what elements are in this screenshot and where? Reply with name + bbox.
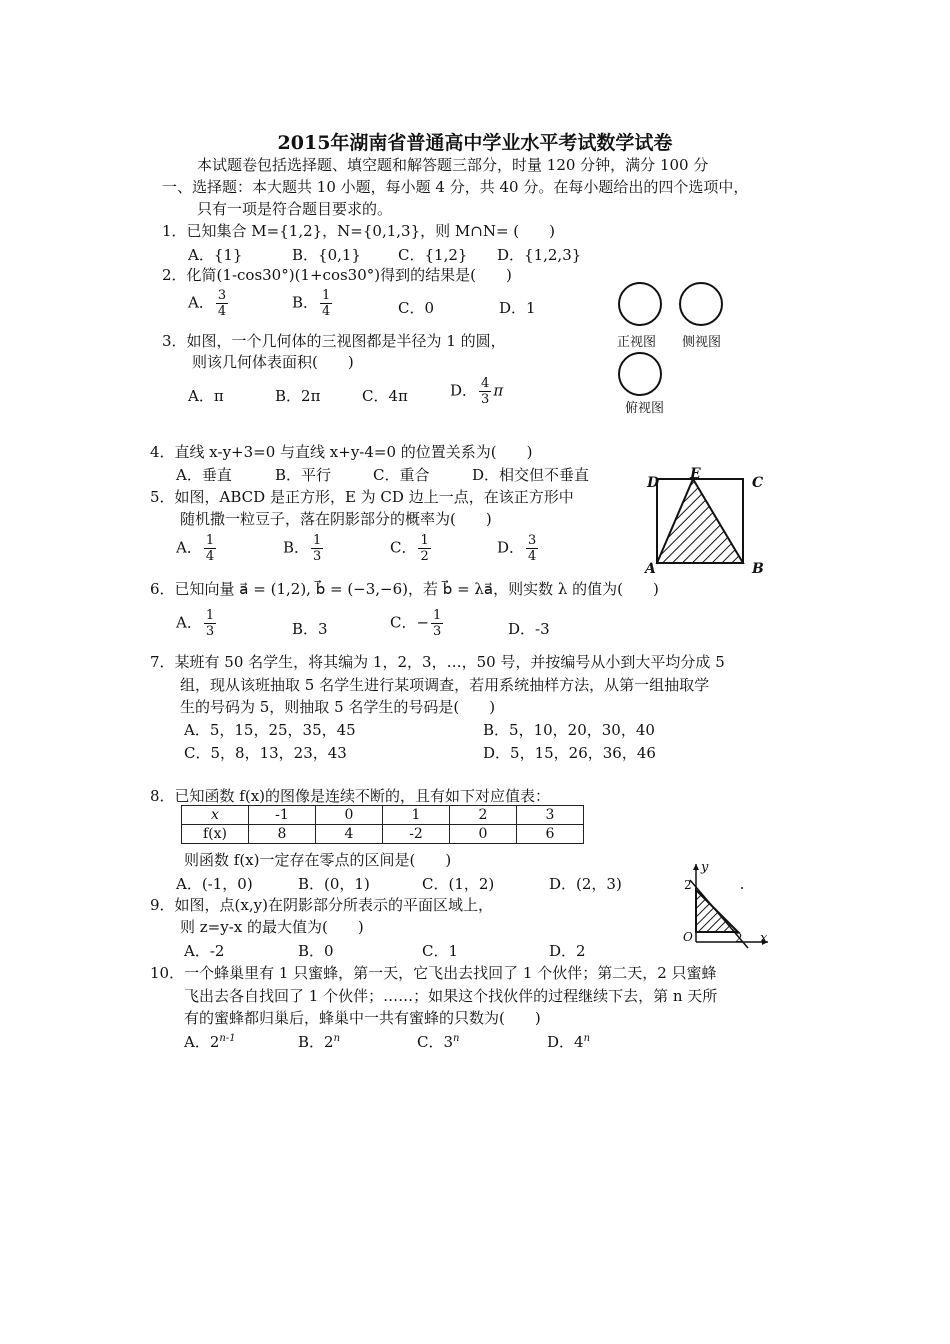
q9-option-b: B．0: [298, 942, 334, 960]
top-view-circle: [619, 353, 661, 395]
page-title: 2015年湖南省普通高中学业水平考试数学试卷: [277, 132, 673, 154]
q7-stem-3: 生的号码为 5，则抽取 5 名学生的号码是( ): [180, 698, 496, 716]
point-b-label: B: [752, 561, 764, 577]
q8-stem-2: 则函数 f(x)一定存在零点的区间是( ): [184, 851, 452, 869]
q6-option-b: B．3: [292, 620, 328, 638]
q1-option-c: C．{1,2}: [398, 246, 468, 264]
q9-option-c: C．1: [422, 942, 459, 960]
q2-stem: 2．化简(1-cos30°)(1+cos30°)得到的结果是( ): [162, 266, 512, 284]
point-a-label: A: [645, 561, 656, 577]
table-cell: -1: [249, 806, 316, 825]
table-cell: 6: [517, 825, 584, 844]
q4-option-a: A．垂直: [176, 466, 232, 484]
q8-option-b: B．(0，1): [298, 875, 370, 893]
q5-stem-1: 5．如图，ABCD 是正方形，E 为 CD 边上一点，在该正方形中: [150, 488, 574, 506]
q3-option-a: A．π: [188, 387, 224, 405]
q5-stem-2: 随机撒一粒豆子，落在阴影部分的概率为( ): [180, 510, 492, 528]
point-d-label: D: [647, 475, 660, 491]
side-view-label: 侧视图: [682, 335, 722, 350]
table-cell: 0: [316, 806, 383, 825]
q8-option-d: D．(2，3): [549, 875, 622, 893]
q6-option-c: C．− $\frac{1}{3}$: [390, 608, 442, 639]
q2-option-d: D．1: [499, 299, 536, 317]
table-cell: x: [182, 806, 249, 825]
q9-option-d: D．2: [549, 942, 586, 960]
q7-stem-2: 组，现从该班抽取 5 名学生进行某项调查，若用系统抽样方法，从第一组抽取学: [180, 676, 710, 694]
q10-option-b: B．2$^n$: [298, 1033, 341, 1051]
q10-option-c: C．3$^n$: [417, 1033, 460, 1051]
q3-stem-1: 3．如图，一个几何体的三视图都是半径为 1 的圆，: [162, 332, 506, 350]
point-e-label: E: [690, 466, 701, 482]
table-cell: -2: [383, 825, 450, 844]
table-cell: 3: [517, 806, 584, 825]
q9-stem-2: 则 z=y-x 的最大值为( ): [180, 918, 364, 936]
q7-option-c: C．5，8，13，23，43: [184, 744, 347, 762]
q1-option-a: A．{1}: [188, 246, 243, 264]
axis-x-label: x: [760, 931, 768, 946]
q10-option-d: D．4$^n$: [547, 1033, 591, 1051]
table-cell: 8: [249, 825, 316, 844]
q3-stem-2: 则该几何体表面积( ): [192, 353, 354, 371]
q2-option-a: A． $\frac{3}{4}$: [188, 288, 227, 319]
axis-y-label: y: [701, 860, 709, 875]
q9-option-a: A．-2: [184, 942, 225, 960]
q8-option-a: A．(-1，0): [176, 875, 253, 893]
q3-option-c: C．4π: [362, 387, 408, 405]
q1-stem: 1．已知集合 M={1,2}，N={0,1,3}，则 M∩N= ( ): [162, 222, 555, 240]
q6-stem: 6．已知向量 a⃗ = (1,2), b⃗ = (−3,−6)，若 b⃗ = λa⃗，则实数 λ 的值为( ): [150, 580, 659, 598]
q7-option-a: A．5，15，25，35，45: [184, 721, 356, 739]
q9-stem-1: 9．如图，点(x,y)在阴影部分所表示的平面区域上，: [150, 896, 493, 914]
q3-option-d: D． $\frac{4}{3}$ π: [450, 376, 504, 407]
q5-option-c: C． $\frac{1}{2}$: [390, 533, 429, 564]
table-cell: 4: [316, 825, 383, 844]
y-intercept-label: 2: [684, 878, 692, 892]
table-row-x: [182, 806, 584, 825]
q6-option-a: A． $\frac{1}{3}$: [176, 608, 215, 639]
q3-option-b: B．2π: [275, 387, 321, 405]
section1-line1: 一、选择题：本大题共 10 小题，每小题 4 分，共 40 分。在每小题给出的四个选项中，: [162, 178, 749, 196]
table-cell: 0: [450, 825, 517, 844]
q4-stem: 4．直线 x-y+3=0 与直线 x+y-4=0 的位置关系为( ): [150, 443, 533, 461]
q1-option-b: B．{0,1}: [292, 246, 361, 264]
q4-option-d: D．相交但不垂直: [472, 466, 590, 484]
q2-option-b: B． $\frac{1}{4}$: [292, 288, 331, 319]
shaded-triangle: [657, 479, 743, 563]
q8-stem: 8．已知函数 f(x)的图像是连续不断的，且有如下对应值表：: [150, 787, 551, 805]
top-view-label: 俯视图: [625, 401, 665, 416]
q10-stem-2: 飞出去各自找回了 1 个伙伴；……；如果这个找伙伴的过程继续下去，第 n 天所: [184, 987, 718, 1005]
q2-option-c: C．0: [398, 299, 435, 317]
front-view-label: 正视图: [617, 335, 657, 350]
value-table: [181, 805, 584, 844]
q10-stem-1: 10．一个蜂巢里有 1 只蜜蜂，第一天，它飞出去找回了 1 个伙伴；第二天，2 只蜜蜂: [150, 964, 717, 982]
q4-option-c: C．重合: [373, 466, 430, 484]
q5-option-b: B． $\frac{1}{3}$: [283, 533, 322, 564]
table-row-fx: [182, 825, 584, 844]
table-cell: 2: [450, 806, 517, 825]
q4-option-b: B．平行: [275, 466, 332, 484]
x-intercept-label: 2: [735, 931, 743, 945]
origin-label: O: [683, 930, 693, 944]
q7-option-d: D．5，15，26，36，46: [483, 744, 656, 762]
q5-option-d: D． $\frac{3}{4}$: [497, 533, 537, 564]
q5-option-a: A． $\frac{1}{4}$: [176, 533, 215, 564]
q6-option-d: D．-3: [508, 620, 550, 638]
q7-option-b: B．5，10，20，30，40: [483, 721, 655, 739]
subtitle: 本试题卷包括选择题、填空题和解答题三部分，时量 120 分钟，满分 100 分: [197, 156, 709, 174]
q7-stem-1: 7．某班有 50 名学生，将其编为 1，2，3，…，50 号，并按编号从小到大平均分成 5: [150, 653, 725, 671]
table-cell: f(x): [182, 825, 249, 844]
q10-stem-3: 有的蜜蜂都归巢后，蜂巢中一共有蜜蜂的只数为( ): [184, 1009, 541, 1027]
section1-line2: 只有一项是符合题目要求的。: [197, 200, 393, 218]
table-cell: 1: [383, 806, 450, 825]
point-c-label: C: [752, 475, 764, 491]
q1-option-d: D．{1,2,3}: [497, 246, 582, 264]
front-view-circle: [619, 283, 661, 325]
q10-option-a: A．2$^{n-1}$: [184, 1033, 236, 1051]
side-view-circle: [680, 283, 722, 325]
q8-option-c: C．(1，2): [422, 875, 495, 893]
